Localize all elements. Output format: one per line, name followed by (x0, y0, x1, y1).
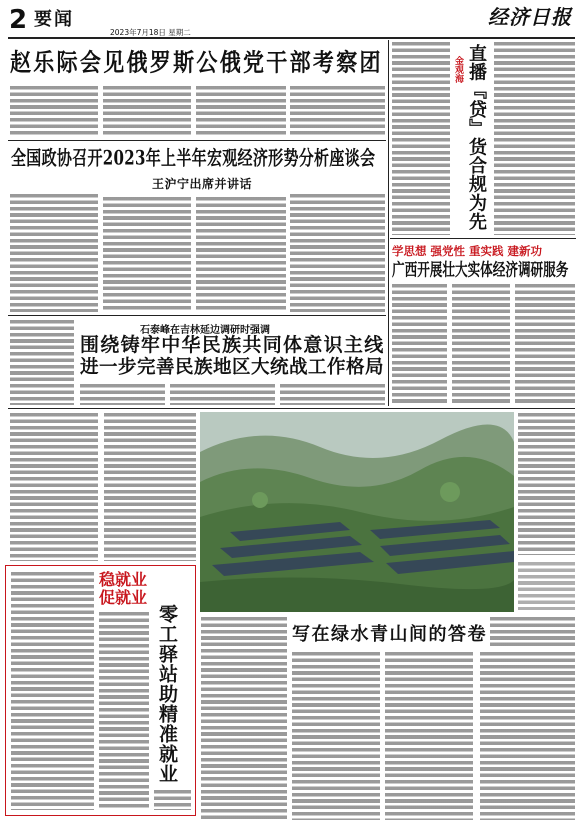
zhao-body-col-3 (196, 86, 286, 136)
green-headline: 写在绿水青山间的答卷 (292, 624, 487, 645)
jobs-headline: 零工驿站助精准就业 (156, 604, 178, 784)
article-divider (8, 315, 386, 316)
jobs-tag-line-1: 稳就业 (99, 570, 148, 589)
guangxi-body-col-2 (452, 284, 510, 405)
lower-left-body-col-1 (10, 413, 98, 561)
cppcc-body-col-3 (196, 197, 286, 312)
photo-landscape (200, 412, 514, 612)
shi-body-col-2 (170, 384, 275, 405)
green-body-col-2 (292, 652, 380, 820)
cppcc-body-col-2 (103, 197, 191, 312)
shi-kicker: 石泰峰在吉林延边调研时强调 (140, 325, 270, 336)
zhao-body-col-4 (290, 86, 385, 136)
green-body-col-1 (201, 617, 287, 820)
article-divider (390, 238, 576, 239)
livestream-body-col-2 (494, 42, 575, 235)
zhao-headline: 赵乐际会见俄罗斯公俄党干部考察团 (10, 47, 383, 77)
livestream-headline: 直播『贷』货合规为先 (466, 44, 487, 231)
guangxi-body-col-1 (392, 284, 447, 405)
cppcc-subheadline: 王沪宁出席并讲话 (152, 177, 253, 191)
green-body-col-4 (480, 652, 575, 820)
article-divider (8, 140, 386, 141)
shi-side-column (10, 320, 74, 405)
jobs-body-col-2 (99, 612, 149, 810)
livestream-body-col-1 (392, 42, 450, 235)
green-body-col-3 (385, 652, 473, 820)
photo-landscape-image (200, 412, 514, 612)
jobs-body-col-3 (154, 790, 191, 810)
livestream-column-tag: 金观海 (453, 56, 463, 83)
guangxi-body-col-3 (515, 284, 575, 405)
shi-body-col-1 (80, 384, 165, 405)
lower-left-body-col-2 (104, 413, 196, 561)
issue-date: 2023年7月18日 星期二 (110, 28, 191, 37)
guangxi-kicker: 学思想 强党性 重实践 建新功 (392, 244, 543, 258)
masthead-rule (8, 37, 575, 39)
newspaper-logo: 经济日报 (488, 5, 572, 29)
zhao-body-col-2 (103, 86, 191, 136)
section-divider (8, 408, 575, 409)
shi-headline-line-2: 进一步完善民族地区大统战工作格局 (80, 357, 385, 378)
photo-side-text (518, 413, 575, 555)
shi-body-col-3 (280, 384, 385, 405)
page-number: 2 (9, 5, 28, 35)
cppcc-headline: 全国政协召开2023年上半年宏观经济形势分析座谈会 (11, 146, 376, 170)
section-name: 要闻 (34, 9, 74, 30)
jobs-body-col-1 (11, 572, 94, 810)
column-divider (388, 40, 389, 406)
photo-caption (518, 562, 575, 610)
guangxi-headline: 广西开展壮大实体经济调研服务 (392, 259, 569, 280)
jobs-tag-line-2: 促就业 (99, 588, 148, 607)
cppcc-body-col-4 (290, 194, 385, 312)
cppcc-body-col-1 (10, 194, 98, 312)
zhao-body-col-1 (10, 86, 98, 136)
green-body-top-right (490, 617, 575, 647)
shi-headline-line-1: 围绕铸牢中华民族共同体意识主线 (80, 334, 385, 356)
